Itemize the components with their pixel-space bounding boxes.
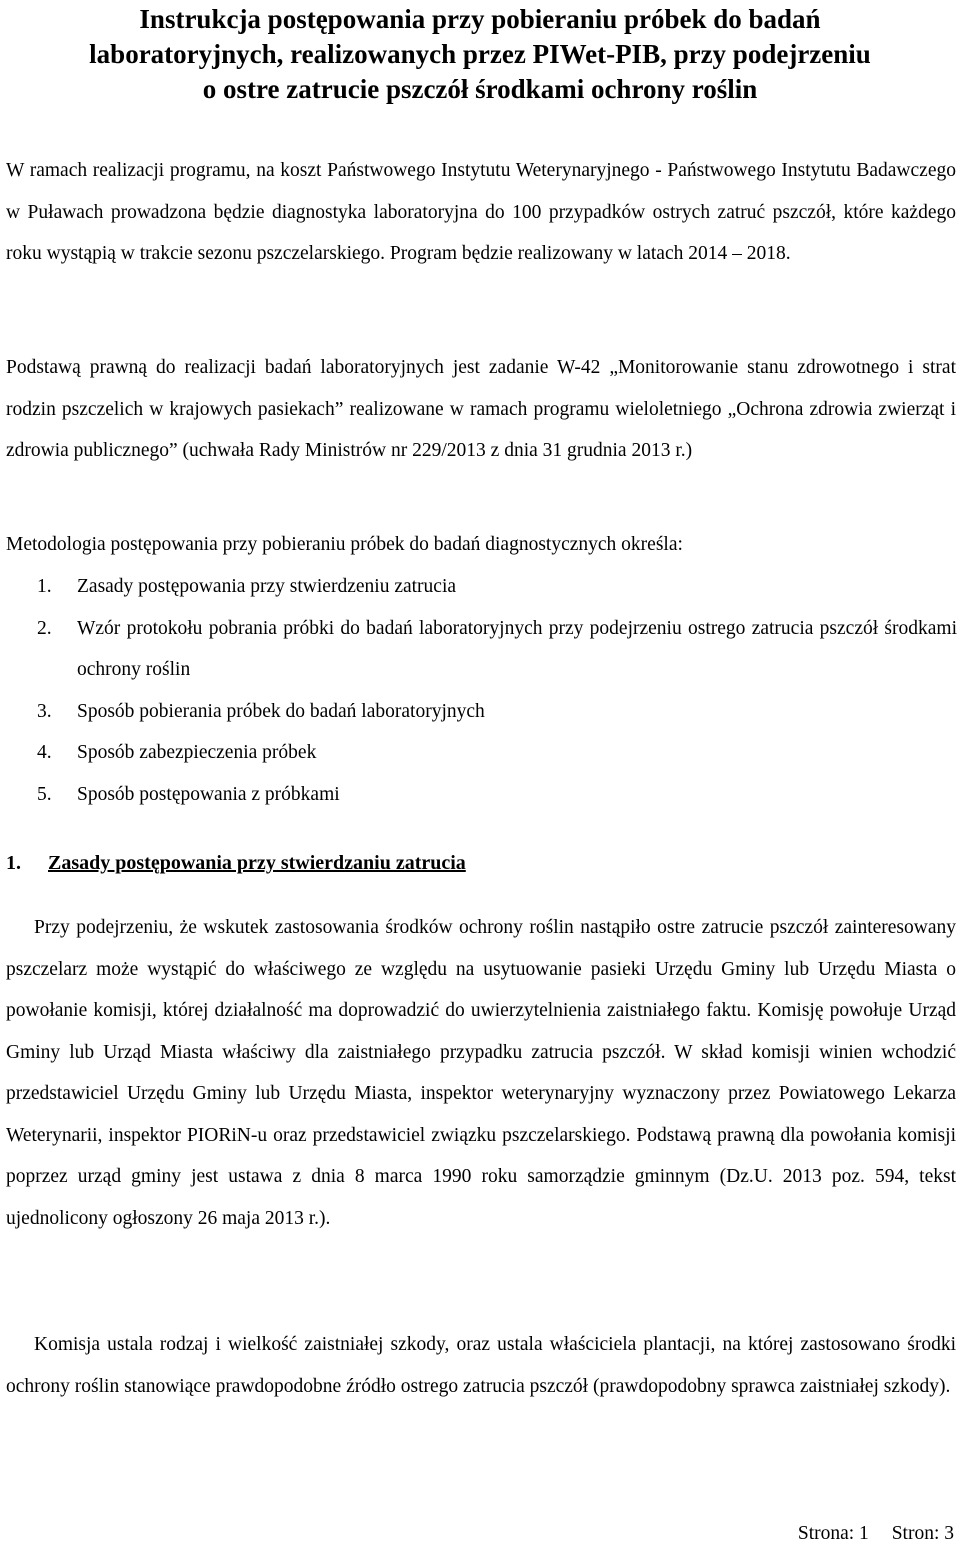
list-item xyxy=(37,732,957,774)
list-item xyxy=(37,608,957,691)
methodology-intro: Metodologia postępowania przy pobieraniu próbek do badań diagnostycznych określa: xyxy=(6,534,683,555)
list-item-number: 5. xyxy=(37,783,52,805)
legal-basis-paragraph: Podstawą prawną do realizacji badań laboratoryjnych jest zadanie W-42 „Monitorowanie stanu zdrowotnego i strat rodzin pszczelich w krajowych pasiekach” realizowane w ramach programu wieloletniego „Ochrona zdrowia zwierząt i zdrowia publicznego” (uchwała Rady Ministrów nr 229/2013 z dnia 31 grudnia 2013 r.) xyxy=(6,357,956,461)
list-item-text: Zasady postępowania przy stwierdzeniu zatrucia xyxy=(77,576,457,597)
document-title xyxy=(0,2,960,107)
title-line-3: o ostre zatrucie pszczół środkami ochrony roślin xyxy=(202,74,758,104)
methodology-list xyxy=(37,566,957,815)
section-1-heading xyxy=(6,848,466,878)
list-item-number: 3. xyxy=(37,700,52,722)
section-number: 1. xyxy=(6,852,21,874)
section-1-paragraph-2: Komisja ustala rodzaj i wielkość zaistniałej szkody, oraz ustala właściciela plantacji, na której zastosowano środki ochrony roślin stanowiące prawdopodobne źródło ostrego zatrucia pszczół (prawdopodobny sprawca zaistniałej szkody). xyxy=(6,1334,956,1397)
list-item xyxy=(37,691,957,733)
list-item-number: 1. xyxy=(37,576,52,597)
page-footer xyxy=(780,1524,954,1544)
list-item xyxy=(37,566,957,608)
section-title: Zasady postępowania przy stwierdzaniu zatrucia xyxy=(48,852,466,874)
intro-paragraph: W ramach realizacji programu, na koszt Państwowego Instytutu Weterynaryjnego - Państwowego Instytutu Badawczego w Puławach prowadzona będzie diagnostyka laboratoryjna do 100 przypadków ostrych zatruć pszczół, które każdego roku wystąpią w trakcie sezonu pszczelarskiego. Program będzie realizowany w latach 2014 – 2018. xyxy=(6,160,956,264)
list-item-text: Sposób pobierania próbek do badań laboratoryjnych xyxy=(77,700,485,722)
list-item-number: 4. xyxy=(37,742,52,763)
list-item-text: Sposób postępowania z próbkami xyxy=(77,783,340,805)
title-line-2: laboratoryjnych, realizowanych przez PIWet-PIB, przy podejrzeniu xyxy=(89,39,871,69)
section-1-paragraph-1: Przy podejrzeniu, że wskutek zastosowania środków ochrony roślin nastąpiło ostre zatrucie pszczół zainteresowany pszczelarz może wystąpić do właściwego ze względu na usytuowanie pasieki Urzędu Gminy lub Urzędu Miasta o powołanie komisji, której działalność ma doprowadzić do uwierzytelnienia zaistniałego faktu. Komisję powołuje Urząd Gminy lub Urząd Miasta właściwy dla zaistniałego przypadku zatrucia pszczół. W skład komisji winien wchodzić przedstawiciel Urzędu Gminy lub Urzędu Miasta, inspektor weterynaryjny wyznaczony przez Powiatowego Lekarza Weterynarii, inspektor PIORiN-u oraz przedstawiciel związku pszczelarskiego. Podstawą prawną dla powołania komisji poprzez urząd gminy jest ustawa z dnia 8 marca 1990 roku samorządzie gminnym (Dz.U. 2013 poz. 594, tekst ujednolicony ogłoszony 26 maja 2013 r.). xyxy=(6,917,956,1229)
title-line-1: Instrukcja postępowania przy pobieraniu próbek do badań xyxy=(139,4,821,34)
page-count: Stron: 3 xyxy=(891,1523,954,1544)
list-item-text: Wzór protokołu pobrania próbki do badań laboratoryjnych przy podejrzeniu ostrego zatrucia pszczół środkami ochrony roślin xyxy=(77,617,957,680)
list-item-text: Sposób zabezpieczenia próbek xyxy=(77,742,317,763)
list-item xyxy=(37,774,957,816)
page-number: Strona: 1 xyxy=(797,1523,869,1544)
list-item-number: 2. xyxy=(37,617,52,639)
